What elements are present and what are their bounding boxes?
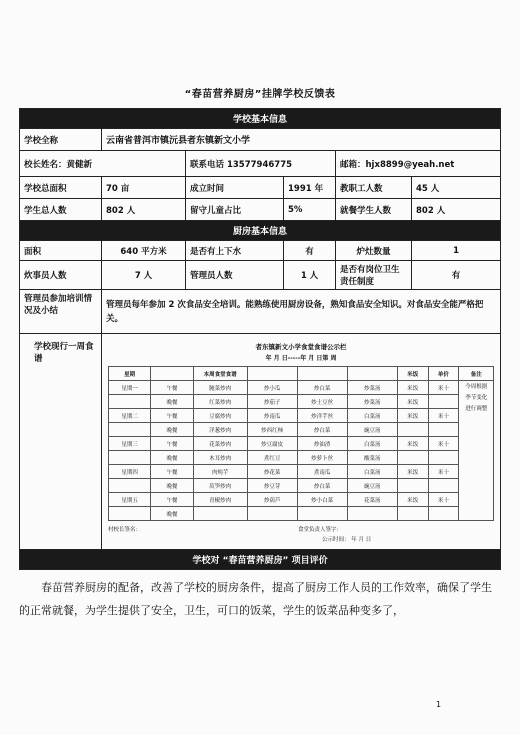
- menu-cell: [109, 507, 151, 521]
- menu-row: [109, 437, 494, 451]
- weekly-menu-table: [108, 366, 494, 521]
- menu-cell: 炒小瓜: [247, 381, 297, 395]
- menu-cell: [459, 381, 494, 521]
- menu-cell: 洋葱炒肉: [193, 423, 247, 437]
- menu-cell: 青椒炒肉: [193, 493, 247, 507]
- kitchen-info-header: 厨房基本信息: [20, 221, 501, 241]
- staff-value: 45 人: [412, 177, 501, 199]
- menu-cell: 米饭: [397, 437, 428, 451]
- menu-header-cell: [247, 367, 297, 381]
- menu-cell: 腌菜炒肉: [193, 381, 247, 395]
- menu-row: [109, 493, 494, 507]
- managers-value: 1 人: [284, 261, 336, 290]
- menu-cell: 晚餐: [151, 451, 193, 465]
- dining-value: 802 人: [412, 199, 501, 221]
- menu-date-line: 年 月 日-----年 月 日第 周: [265, 355, 337, 362]
- left-behind-value: 5%: [284, 199, 336, 221]
- menu-row: [109, 465, 494, 479]
- founded-label: 成立时间: [186, 177, 284, 199]
- menu-cell: 炒白菜: [297, 479, 347, 493]
- menu-cell: [247, 507, 297, 521]
- menu-cell: [347, 507, 397, 521]
- school-name-label: 学校全称: [20, 129, 102, 151]
- menu-cell: [397, 423, 428, 437]
- menu-label: 学校现行一周食谱: [20, 334, 102, 550]
- menu-cell: [193, 507, 247, 521]
- kitchen-area-label: 面积: [20, 241, 102, 261]
- contact-email: 邮箱：hjx8899@yeah.net: [336, 151, 501, 177]
- menu-header-cell: 米饭: [397, 367, 428, 381]
- menu-cell: 炒油渣: [297, 437, 347, 451]
- menu-note-line: 进行调整: [465, 406, 488, 412]
- staff-signature: 食堂负责人签字：: [298, 527, 343, 533]
- publish-date: 公示时间： 年 月 日: [322, 537, 372, 543]
- menu-cell: 煮红豆: [247, 451, 297, 465]
- menu-cell: 炒豆腐皮: [247, 437, 297, 451]
- menu-header-cell: 星期: [109, 367, 151, 381]
- menu-cell: 炒萝卜丝: [297, 451, 347, 465]
- menu-cell: 煮南瓜: [297, 465, 347, 479]
- menu-cell: [109, 451, 151, 465]
- menu-cell: 晚餐: [151, 479, 193, 493]
- menu-cell: 炒花菜: [247, 465, 297, 479]
- menu-cell: 炒葫芦: [247, 493, 297, 507]
- menu-cell: 米饭: [397, 381, 428, 395]
- menu-cell: 星期二: [109, 409, 151, 423]
- menu-row: [109, 507, 494, 521]
- menu-cell: [397, 479, 428, 493]
- menu-cell: 炒菜汤: [347, 381, 397, 395]
- hygiene-value: 有: [412, 261, 501, 290]
- menu-cell: 星期四: [109, 465, 151, 479]
- menu-footer: [108, 525, 494, 545]
- menu-header-cell: [347, 367, 397, 381]
- menu-cell: 花菜炒肉: [193, 437, 247, 451]
- menu-cell: 米饭: [397, 493, 428, 507]
- stove-value: 1: [412, 241, 501, 261]
- menu-cell: 米饭: [397, 409, 428, 423]
- school-info-header: 学校基本信息: [20, 109, 501, 129]
- menu-header-cell: 本周食堂食谱: [193, 367, 247, 381]
- menu-cell: 炒豆芽: [247, 479, 297, 493]
- menu-cell: 米饭: [397, 465, 428, 479]
- menu-cell: 米十: [428, 437, 459, 451]
- menu-cell: 炒茄子: [247, 395, 297, 409]
- menu-cell: 午餐: [151, 465, 193, 479]
- menu-header-row: [109, 367, 494, 381]
- menu-cell: 豌豆汤: [347, 423, 397, 437]
- menu-cell: 酸菜汤: [347, 451, 397, 465]
- cooks-label: 炊事员人数: [20, 261, 102, 290]
- menu-cell: 莴笋炒肉: [193, 479, 247, 493]
- menu-row: [109, 409, 494, 423]
- menu-cell: 肉炖芋: [193, 465, 247, 479]
- menu-cell: 红菜炒肉: [193, 395, 247, 409]
- founded-value: 1991 年: [284, 177, 336, 199]
- menu-cell: [428, 451, 459, 465]
- menu-cell: 米饭: [397, 395, 428, 409]
- menu-cell: 豆腐炒肉: [193, 409, 247, 423]
- menu-cell: [109, 479, 151, 493]
- menu-cell: 星期一: [109, 381, 151, 395]
- page-number: 1: [436, 700, 442, 709]
- menu-cell: 午餐: [151, 493, 193, 507]
- menu-row: [109, 395, 494, 409]
- students-value: 802 人: [102, 199, 186, 221]
- evaluation-header: 学校对 “春苗营养厨房” 项目评价: [20, 550, 501, 570]
- menu-cell: 炒南瓜: [247, 409, 297, 423]
- menu-cell: 米十: [428, 493, 459, 507]
- menu-note-line: 季节变化: [465, 395, 488, 401]
- menu-header-cell: [151, 367, 193, 381]
- principal-signature: 村校长签名：: [108, 527, 142, 533]
- menu-cell: 炒白菜: [297, 381, 347, 395]
- menu-cell: 晚餐: [151, 395, 193, 409]
- menu-row: [109, 451, 494, 465]
- menu-cell: 炒白菜: [297, 423, 347, 437]
- menu-cell: [297, 507, 347, 521]
- stove-label: 炉灶数量: [336, 241, 412, 261]
- menu-cell: 炒菜汤: [347, 395, 397, 409]
- menu-cell: [397, 507, 428, 521]
- water-value: 有: [284, 241, 336, 261]
- menu-cell: 午餐: [151, 409, 193, 423]
- menu-cell: 晚餐: [151, 507, 193, 521]
- menu-header-cell: [297, 367, 347, 381]
- menu-cell: 豌豆汤: [347, 479, 397, 493]
- water-label: 是否有上下水: [186, 241, 284, 261]
- menu-note-line: 今周根据: [465, 384, 488, 390]
- menu-cell: 白菜汤: [347, 437, 397, 451]
- menu-header-cell: 单价: [428, 367, 459, 381]
- menu-cell: 米十: [428, 409, 459, 423]
- menu-cell: 星期五: [109, 493, 151, 507]
- menu-cell: 炒小白菜: [297, 493, 347, 507]
- menu-cell: 花菜汤: [347, 493, 397, 507]
- staff-label: 教职工人数: [336, 177, 412, 199]
- hygiene-label: 是否有岗位卫生责任制度: [336, 261, 412, 290]
- left-behind-label: 留守儿童占比: [186, 199, 284, 221]
- dining-label: 就餐学生人数: [336, 199, 412, 221]
- menu-cell: 午餐: [151, 437, 193, 451]
- training-label: 管理员参加培训情况及小结: [20, 290, 102, 334]
- menu-cell: [109, 423, 151, 437]
- training-summary: 管理员每年参加 2 次食品安全培训。能熟练使用厨房设备，熟知食品安全知识。对食品安全能严格把关。: [102, 290, 501, 334]
- menu-cell: [109, 395, 151, 409]
- menu-board-title: 者东镇新文小学食堂食谱公示栏: [255, 343, 347, 351]
- menu-cell: 米十: [428, 465, 459, 479]
- menu-row: [109, 479, 494, 493]
- menu-cell: 炒洋芋丝: [297, 409, 347, 423]
- feedback-form-table: [19, 108, 501, 570]
- menu-cell: 星期三: [109, 437, 151, 451]
- menu-cell: 炒西红柿: [247, 423, 297, 437]
- menu-cell: [428, 423, 459, 437]
- menu-cell: [428, 395, 459, 409]
- weekly-menu-cell: [102, 334, 501, 550]
- menu-cell: 晚餐: [151, 423, 193, 437]
- cooks-value: 7 人: [102, 261, 186, 290]
- kitchen-area-value: 640 平方米: [102, 241, 186, 261]
- managers-label: 管理员人数: [186, 261, 284, 290]
- area-value: 70 亩: [102, 177, 186, 199]
- students-label: 学生总人数: [20, 199, 102, 221]
- principal-name: 校长姓名：黄健新: [20, 151, 186, 177]
- menu-cell: 木耳炒肉: [193, 451, 247, 465]
- menu-cell: 白菜汤: [347, 409, 397, 423]
- contact-phone: 联系电话 13577946775: [186, 151, 336, 177]
- document-title: “春苗营养厨房”挂牌学校反馈表: [184, 89, 336, 100]
- area-label: 学校总面积: [20, 177, 102, 199]
- menu-row: [109, 423, 494, 437]
- menu-cell: 米十: [428, 381, 459, 395]
- menu-header-cell: 备注: [459, 367, 494, 381]
- evaluation-text: 春苗营养厨房的配备，改善了学校的厨房条件，提高了厨房工作人员的工作效率，确保了学生的正常就餐，为学生提供了安全，卫生，可口的饭菜，学生的饭菜品种变多了，: [19, 581, 492, 617]
- menu-cell: [397, 451, 428, 465]
- menu-cell: [428, 479, 459, 493]
- menu-cell: 炒土豆丝: [297, 395, 347, 409]
- menu-cell: [428, 507, 459, 521]
- menu-row: [109, 381, 494, 395]
- menu-cell: 午餐: [151, 381, 193, 395]
- school-name-value: 云南省普洱市镇沅县者东镇新文小学: [102, 129, 501, 151]
- menu-cell: 白菜汤: [347, 465, 397, 479]
